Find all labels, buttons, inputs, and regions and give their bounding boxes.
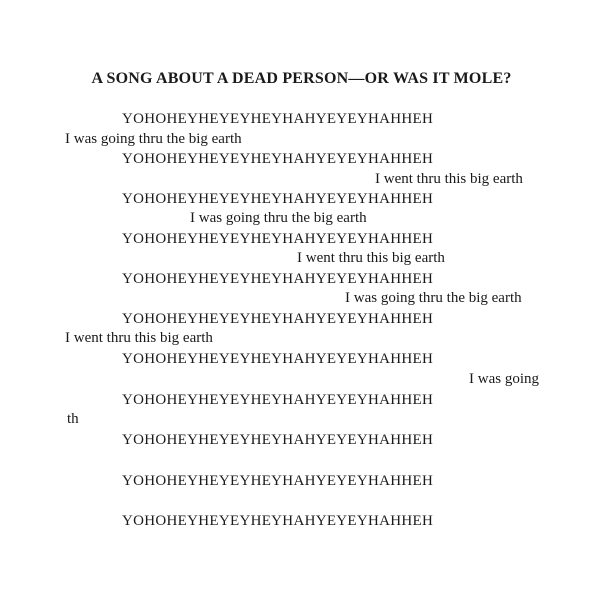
verse-line: I was going thru the big earth [345, 290, 522, 306]
chant-line: YOHOHEYHEYEYHEYHAHYEYEYHAHHEH [122, 151, 434, 167]
chant-line: YOHOHEYHEYEYHEYHAHYEYEYHAHHEH [122, 432, 434, 448]
chant-line: YOHOHEYHEYEYHEYHAHYEYEYHAHHEH [122, 311, 434, 327]
chant-line: YOHOHEYHEYEYHEYHAHYEYEYHAHHEH [122, 111, 434, 127]
chant-line: YOHOHEYHEYEYHEYHAHYEYEYHAHHEH [122, 473, 434, 489]
verse-line: I was going thru the big earth [65, 131, 242, 147]
verse-line: I was going [469, 371, 539, 387]
chant-line: YOHOHEYHEYEYHEYHAHYEYEYHAHHEH [122, 271, 434, 287]
chant-line: YOHOHEYHEYEYHEYHAHYEYEYHAHHEH [122, 513, 434, 529]
verse-line: th [67, 411, 79, 427]
chant-line: YOHOHEYHEYEYHEYHAHYEYEYHAHHEH [122, 231, 434, 247]
verse-line: I went thru this big earth [375, 171, 523, 187]
verse-line: I went thru this big earth [297, 250, 445, 266]
chant-line: YOHOHEYHEYEYHEYHAHYEYEYHAHHEH [122, 351, 434, 367]
chant-line: YOHOHEYHEYEYHEYHAHYEYEYHAHHEH [122, 392, 434, 408]
poem-title: A SONG ABOUT A DEAD PERSON—OR WAS IT MOLE? [91, 70, 512, 87]
verse-line: I went thru this big earth [65, 330, 213, 346]
chant-line: YOHOHEYHEYEYHEYHAHYEYEYHAHHEH [122, 191, 434, 207]
verse-line: I was going thru the big earth [190, 210, 367, 226]
